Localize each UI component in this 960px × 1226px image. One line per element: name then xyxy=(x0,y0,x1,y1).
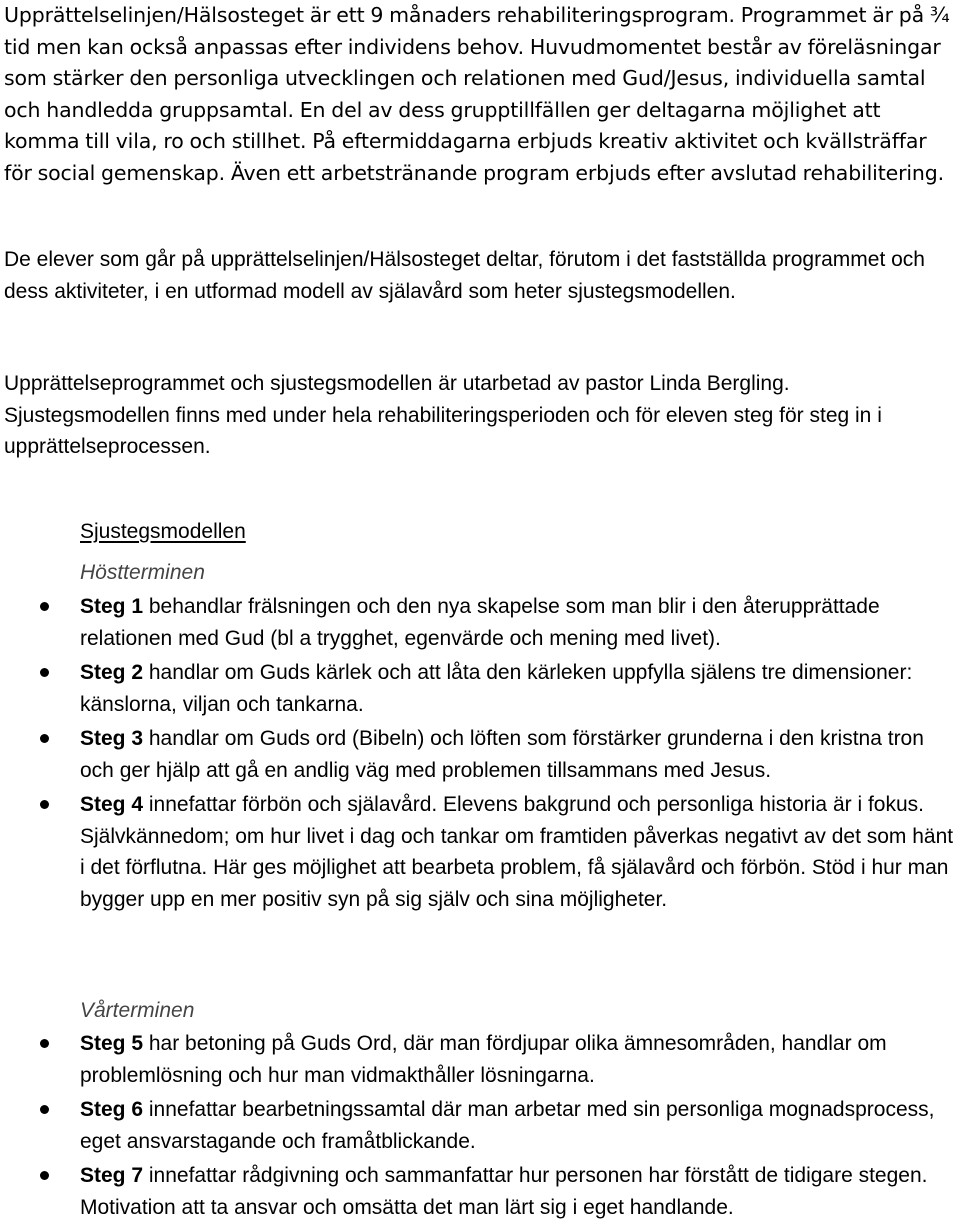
step-label: Steg 1 xyxy=(80,595,144,618)
bullet-icon xyxy=(40,1039,49,1048)
step-item xyxy=(0,723,960,786)
step-label: Steg 6 xyxy=(80,1098,144,1121)
step-label: Steg 4 xyxy=(80,793,144,816)
step-text: har betoning på Guds Ord, där man fördjupar olika ämnesområden, handlar om problemlösning och hur man vidmakthåller lösningarna. xyxy=(80,1032,887,1087)
step-item xyxy=(0,789,960,915)
step-item xyxy=(0,1028,960,1091)
step-item xyxy=(0,591,960,654)
section-heading: Sjustegsmodellen xyxy=(80,520,246,543)
step-text: handlar om Guds ord (Bibeln) och löften som förstärker grunderna i den kristna tron och ger hjälp att gå en andlig väg med problemen tillsammans med Jesus. xyxy=(80,727,924,782)
step-label: Steg 2 xyxy=(80,661,144,684)
step-item xyxy=(0,657,960,720)
step-text: behandlar frälsningen och den nya skapelse som man blir i den återupprättade relationen med Gud (bl a trygghet, egenvärde och mening med livet). xyxy=(80,595,880,650)
model-intro-paragraph: De elever som går på upprättelselinjen/Hälsosteget deltar, förutom i det fastställda programmet och dess aktiviteter, i en utformad modell av själavård som heter sjustegsmodellen. xyxy=(4,248,925,303)
bullet-icon xyxy=(40,1171,49,1180)
step-text: innefattar bearbetningssamtal där man arbetar med sin personliga mognadsprocess, eget ansvarstagande och framåtblickande. xyxy=(80,1098,935,1153)
step-label: Steg 7 xyxy=(80,1164,144,1187)
spring-term-heading: Vårterminen xyxy=(80,999,195,1022)
autumn-steps-list xyxy=(0,591,960,918)
bullet-icon xyxy=(40,734,49,743)
step-item xyxy=(0,1094,960,1157)
intro-paragraph: Upprättelselinjen/Hälsosteget är ett 9 månaders rehabiliteringsprogram. Programmet är på ¾ tid men kan också anpassas efter individens behov. Huvudmomentet består av föreläsningar som stärker den personliga utvecklingen och relationen med Gud/Jesus, individuella samtal och handledda gruppsamtal. En del av dess grupptillfällen ger deltagarna möjlighet att komma till vila, ro och stillhet. På eftermiddagarna erbjuds kreativ aktivitet och kvällsträffar för social gemenskap. Även ett arbetstränande program erbjuds efter avslutad rehabilitering. xyxy=(4,3,950,185)
step-label: Steg 3 xyxy=(80,727,144,750)
bullet-icon xyxy=(40,668,49,677)
bullet-icon xyxy=(40,800,49,809)
bullet-icon xyxy=(40,1105,49,1114)
step-label: Steg 5 xyxy=(80,1032,144,1055)
bullet-icon xyxy=(40,602,49,611)
spring-steps-list xyxy=(0,1028,960,1226)
step-text: innefattar rådgivning och sammanfattar hur personen har förstått de tidigare stegen. Motivation att ta ansvar och omsätta det man lärt sig i eget handlande. xyxy=(80,1164,928,1219)
step-text: handlar om Guds kärlek och att låta den kärleken uppfylla själens tre dimensioner: känslorna, viljan och tankarna. xyxy=(80,661,913,716)
step-item xyxy=(0,1160,960,1223)
autumn-term-heading: Höstterminen xyxy=(80,561,205,584)
author-paragraph: Upprättelseprogrammet och sjustegsmodellen är utarbetad av pastor Linda Bergling. Sjustegsmodellen finns med under hela rehabiliteringsperioden och för eleven steg för steg in i upprättelseprocessen. xyxy=(4,372,882,458)
step-text: innefattar förbön och själavård. Elevens bakgrund och personliga historia är i fokus. Självkännedom; om hur livet i dag och tankar om framtiden påverkas negativt av det som hänt i det förflutna. Här ges möjlighet att bearbeta problem, få själavård och förbön. Stöd i hur man bygger upp en mer positiv syn på sig själv och sina möjligheter. xyxy=(80,793,954,911)
